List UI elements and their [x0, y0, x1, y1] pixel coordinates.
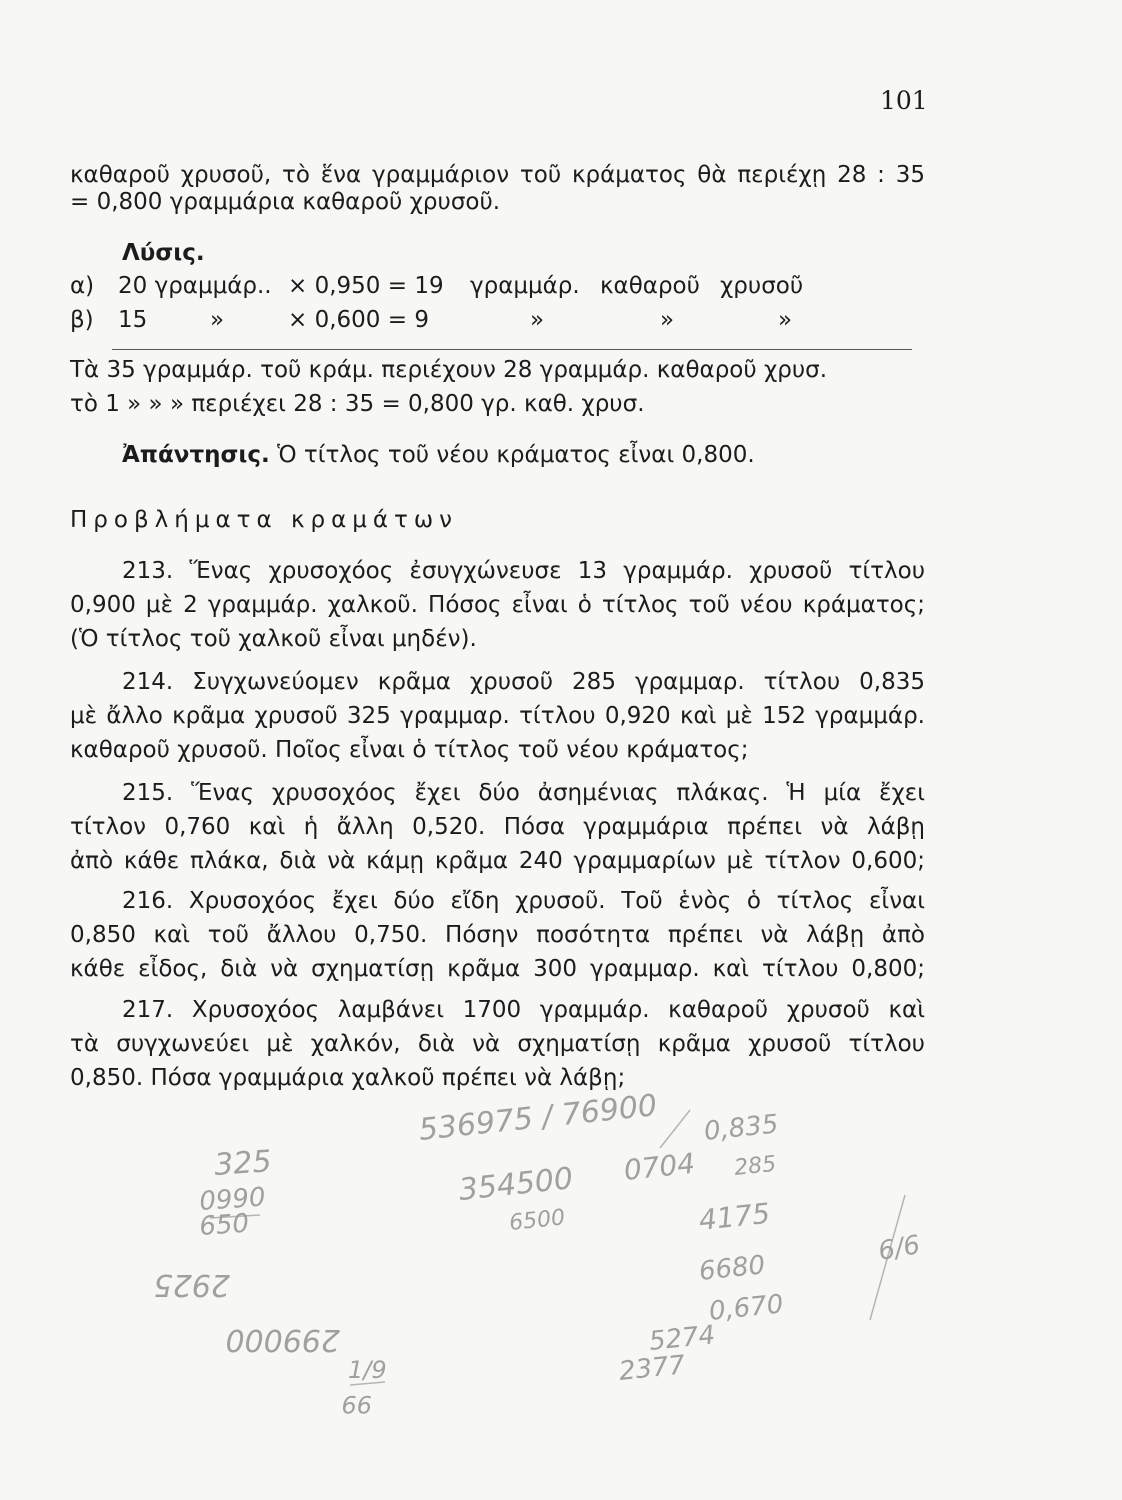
hw-right-1: 536975 / 76900 [417, 1088, 659, 1148]
hw-right-9: 0,670 [707, 1289, 785, 1327]
row-b-ditto-2: » [530, 307, 545, 333]
page-number: 101 [880, 86, 928, 115]
problem-217-line-3: 0,850. Πόσα γραμμάρια χαλκοῦ πρέπει νὰ λάβῃ; [70, 1065, 626, 1091]
problem-216-line-1: 216. Χρυσοχόος ἔχει δύο εἴδη χρυσοῦ. Τοῦ ἑνὸς ὁ τίτλος εἶναι [122, 888, 925, 914]
row-b-product: × 0,600 = 9 [288, 307, 429, 333]
row-a-gold: χρυσοῦ [720, 273, 804, 299]
hw-underline-2 [350, 1382, 385, 1385]
hw-right-4: 0704 [622, 1146, 697, 1187]
hw-right-3: 354500 [457, 1161, 575, 1208]
hw-right-12: 2377 [617, 1350, 687, 1387]
row-b-ditto-3: » [660, 307, 675, 333]
intro-line-2: = 0,800 γραμμάρια καθαροῦ χρυσοῦ. [70, 189, 501, 215]
hw-underline-1 [210, 1215, 260, 1218]
hw-right-5: 285 [733, 1151, 778, 1181]
row-b-label: β) [70, 307, 94, 333]
problem-214-line-1: 214. Συγχωνεύομεν κρᾶμα χρυσοῦ 285 γραμμαρ. τίτλου 0,835 [122, 669, 925, 695]
hw-right-8: 6680 [697, 1250, 767, 1287]
row-a-label: α) [70, 273, 95, 299]
problem-215-line-1: 215. Ἕνας χρυσοχόος ἔχει δύο ἀσημένιας πλάκας. Ἡ μία ἔχει [122, 780, 925, 806]
row-a-amount: 20 γραμμάρ.. [118, 273, 272, 299]
answer-text: Ὁ τίτλος τοῦ νέου κράματος εἶναι 0,800. [277, 442, 755, 468]
problem-213-line-1: 213. Ἕνας χρυσοχόος ἐσυγχώνευσε 13 γραμμάρ. χρυσοῦ τίτλου [122, 558, 925, 584]
solution-rule [112, 349, 912, 350]
intro-line-1: καθαροῦ χρυσοῦ, τὸ ἕνα γραμμάριον τοῦ κράματος θὰ περιέχῃ 28 : 35 [70, 162, 925, 188]
row-b-amount: 15 [118, 307, 148, 333]
hw-right-6: 6500 [508, 1205, 567, 1236]
hw-slash-right [870, 1195, 905, 1320]
hw-left-5: 299000 [225, 1322, 340, 1357]
hw-slash-mid [660, 1110, 690, 1148]
hw-left-3: 650 [198, 1208, 251, 1242]
problem-215-line-3: ἀπὸ κάθε πλάκα, διὰ νὰ κάμῃ κρᾶμα 240 γραμμαρίων μὲ τίτλον 0,600; [70, 848, 925, 874]
hw-left-4: 2925 [153, 1267, 230, 1302]
problem-217-line-2: τὰ συγχωνεύει μὲ χαλκόν, διὰ νὰ σχηματίσῃ κρᾶμα χρυσοῦ τίτλου [70, 1031, 925, 1057]
problems-heading: Προβλήματα κραμάτων [70, 507, 459, 533]
hw-left-2: 0990 [198, 1182, 267, 1217]
hw-right-2: 0,835 [702, 1109, 780, 1147]
hw-right-10: 6/6 [876, 1230, 923, 1267]
summary-line-1: Τὰ 35 γραμμάρ. τοῦ κράμ. περιέχουν 28 γραμμάρ. καθαροῦ χρυσ. [70, 357, 828, 383]
summary-line-2: τὸ 1 » » » περιέχει 28 : 35 = 0,800 γρ. καθ. χρυσ. [70, 391, 645, 417]
hw-right-7: 4175 [697, 1196, 772, 1237]
answer-line [122, 440, 977, 470]
row-a-unit: γραμμάρ. [470, 273, 580, 299]
problem-214-line-2: μὲ ἄλλο κρᾶμα χρυσοῦ 325 γραμμαρ. τίτλου 0,920 καὶ μὲ 152 γραμμάρ. [70, 703, 925, 729]
problem-213-line-2: 0,900 μὲ 2 γραμμάρ. χαλκοῦ. Πόσος εἶναι ὁ τίτλος τοῦ νέου κράματος; [70, 592, 925, 618]
solution-heading: Λύσις. [122, 240, 205, 266]
row-a-pure: καθαροῦ [600, 273, 700, 299]
problem-216-line-3: κάθε εἶδος, διὰ νὰ σχηματίσῃ κρᾶμα 300 γραμμαρ. καὶ τίτλου 0,800; [70, 956, 925, 982]
problem-216-line-2: 0,850 καὶ τοῦ ἄλλου 0,750. Πόσην ποσότητα πρέπει νὰ λάβῃ ἀπὸ [70, 922, 925, 948]
row-b-ditto-4: » [778, 307, 793, 333]
hw-right-11: 5274 [647, 1320, 717, 1357]
answer-label: Ἀπάντησις. [122, 442, 270, 468]
hw-left-7: 99 [341, 1390, 372, 1418]
hw-left-6: 1/9 [348, 1356, 387, 1384]
row-b-ditto-1: » [210, 307, 225, 333]
hw-left-1: 325 [213, 1144, 273, 1183]
problem-214-line-3: καθαροῦ χρυσοῦ. Ποῖος εἶναι ὁ τίτλος τοῦ νέου κράματος; [70, 737, 749, 763]
problem-213-line-3: (Ὁ τίτλος τοῦ χαλκοῦ εἶναι μηδέν). [70, 626, 477, 652]
problem-215-line-2: τίτλον 0,760 καὶ ἡ ἄλλη 0,520. Πόσα γραμμάρια πρέπει νὰ λάβῃ [70, 814, 925, 840]
row-a-product: × 0,950 = 19 [288, 273, 444, 299]
problem-217-line-1: 217. Χρυσοχόος λαμβάνει 1700 γραμμάρ. καθαροῦ χρυσοῦ καὶ [122, 997, 925, 1023]
